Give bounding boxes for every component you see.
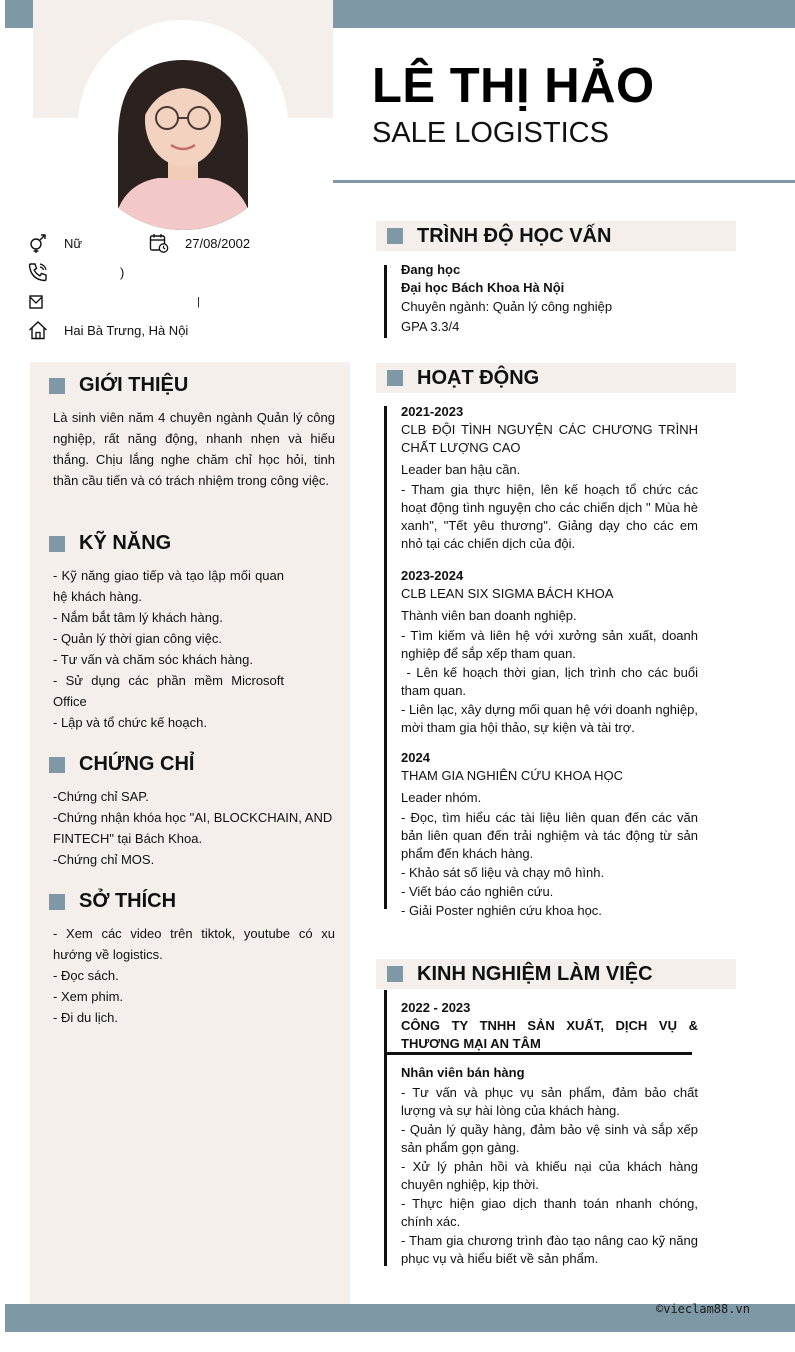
hobbies-title: SỞ THÍCH xyxy=(79,890,177,912)
home-icon xyxy=(28,320,48,340)
profile-photo xyxy=(78,20,288,230)
company-underline xyxy=(384,1052,692,1055)
education-title: TRÌNH ĐỘ HỌC VẤN xyxy=(417,224,612,247)
work-title: KINH NGHIỆM LÀM VIỆC xyxy=(417,962,653,985)
job-title: SALE LOGISTICS xyxy=(372,117,609,149)
education-major: Chuyên ngành: Quản lý công nghiệp xyxy=(401,299,613,314)
activities-timeline xyxy=(384,406,387,909)
section-marker xyxy=(387,966,403,982)
activity-bullet: - Giải Poster nghiên cứu khoa học. xyxy=(401,903,602,918)
candidate-name: LÊ THỊ HẢO xyxy=(372,59,655,113)
skills-heading xyxy=(49,532,171,555)
activity-bullet: - Viết báo cáo nghiên cứu. xyxy=(401,884,554,899)
certs-title: CHỨNG CHỈ xyxy=(79,753,195,775)
address-value: Hai Bà Trưng, Hà Nội xyxy=(64,322,189,338)
phone-icon xyxy=(28,262,48,282)
work-company: CÔNG TY TNHH SẢN XUẤT, DỊCH VỤ & THƯƠNG MẠI AN TÂM xyxy=(401,1018,698,1051)
work-year: 2022 - 2023 xyxy=(401,1000,471,1015)
education-entry xyxy=(401,261,701,337)
section-marker xyxy=(387,228,403,244)
section-marker xyxy=(49,536,65,552)
birthdate-row xyxy=(149,233,250,253)
education-school: Đại học Bách Khoa Hà Nội xyxy=(401,280,565,295)
hobby-item: - Xem các video trên tiktok, youtube có xu hướng về logistics. xyxy=(53,926,335,962)
activity-role: Leader nhóm. xyxy=(401,790,482,805)
activity-bullet: - Khảo sát số liệu và chạy mô hình. xyxy=(401,865,605,880)
email-value: | xyxy=(197,296,200,308)
email-row xyxy=(28,292,200,312)
calendar-icon xyxy=(149,233,169,253)
gender-icon xyxy=(28,233,48,253)
section-marker xyxy=(49,378,65,394)
skill-item: - Kỹ năng giao tiếp và tạo lập mối quan hệ khách hàng. xyxy=(53,568,284,604)
activity-year: 2021-2023 xyxy=(401,404,464,419)
work-bullet: - Tham gia chương trình đào tạo nâng cao kỹ năng phục vụ và hiểu biết về sản phẩm. xyxy=(401,1233,698,1266)
activity-org: CLB LEAN SIX SIGMA BÁCH KHOA xyxy=(401,586,614,601)
gender-value: Nữ xyxy=(64,235,83,251)
address-row xyxy=(28,320,188,340)
activities-heading xyxy=(376,363,736,393)
hobby-item: - Đọc sách. xyxy=(53,968,119,983)
education-timeline xyxy=(384,265,387,338)
work-bullet: - Quản lý quầy hàng, đảm bảo vệ sinh và sắp xếp sản phẩm gọn gàng. xyxy=(401,1122,698,1155)
activity-bullet: - Tìm kiếm và liên hệ với xưởng sản xuất, doanh nghiệp để sắp xếp tham quan. xyxy=(401,628,698,661)
skill-item: - Nắm bắt tâm lý khách hàng. xyxy=(53,610,223,625)
section-marker xyxy=(387,370,403,386)
about-heading xyxy=(49,374,188,397)
activity-org: CLB ĐỘI TÌNH NGUYỆN CÁC CHƯƠNG TRÌNH CHẤT LƯỢNG CAO xyxy=(401,422,698,455)
education-gpa: GPA 3.3/4 xyxy=(401,319,460,334)
cert-item: -Chứng chỉ SAP. xyxy=(53,789,149,804)
phone-row xyxy=(28,262,124,282)
cert-item: -Chứng nhận khóa học "AI, BLOCKCHAIN, AND FINTECH" tại Bách Khoa. xyxy=(53,810,333,846)
certs-heading xyxy=(49,753,194,776)
education-status: Đang học xyxy=(401,262,461,277)
work-bullet: - Tư vấn và phục vụ sản phẩm, đảm bảo chất lượng và sự hài lòng của khách hàng. xyxy=(401,1085,698,1118)
hobby-item: - Xem phim. xyxy=(53,989,124,1004)
section-marker xyxy=(49,894,65,910)
cert-item: -Chứng chỉ MOS. xyxy=(53,852,155,867)
about-text: Là sinh viên năm 4 chuyên ngành Quản lý công nghiệp, rất năng động, nhanh nhẹn và hiếu thắng. Chịu lắng nghe chăm chỉ học hỏi, tinh thần cầu tiến và có trách nhiệm trong công việc. xyxy=(53,410,335,488)
activity-bullet: - Đọc, tìm hiểu các tài liệu liên quan đến các văn bản liên quan đến trải nghiệm và tác động từ sản phẩm đến khách hàng. xyxy=(401,810,698,861)
activity-bullet: - Tham gia thực hiện, lên kế hoạch tổ chức các hoạt động tình nguyện cho các chiến dịch " Mùa hè xanh", "Tết yêu thương". Giảng dạy cho các em nhỏ tại các chiến dịch của đội. xyxy=(401,482,698,551)
footer-watermark: ©vieclam88.vn xyxy=(656,1302,750,1316)
activity-year: 2024 xyxy=(401,750,430,765)
certs-list xyxy=(53,786,335,870)
education-heading xyxy=(376,221,736,251)
activity-role: Thành viên ban doanh nghiệp. xyxy=(401,608,577,623)
activity-bullet: - Lên kế hoạch thời gian, lịch trình cho các buổi tham quan. xyxy=(401,665,702,698)
activity-year: 2023-2024 xyxy=(401,568,464,583)
hobbies-list xyxy=(53,923,335,1028)
email-icon xyxy=(28,292,48,312)
activities-title: HOẠT ĐỘNG xyxy=(417,366,540,389)
skills-list xyxy=(53,565,284,733)
section-marker xyxy=(49,757,65,773)
birthdate-value: 27/08/2002 xyxy=(185,235,251,251)
skill-item: - Lập và tổ chức kế hoạch. xyxy=(53,715,207,730)
skills-title: KỸ NĂNG xyxy=(79,532,172,554)
work-timeline xyxy=(384,990,387,1266)
activity-org: THAM GIA NGHIÊN CỨU KHOA HỌC xyxy=(401,768,624,783)
phone-value: ) xyxy=(120,264,125,280)
skill-item: - Quản lý thời gian công việc. xyxy=(53,631,222,646)
work-heading xyxy=(376,959,736,989)
hobby-item: - Đi du lịch. xyxy=(53,1010,119,1025)
activity-entry xyxy=(401,567,702,737)
activity-entry xyxy=(401,749,698,920)
work-bullet: - Thực hiện giao dịch thanh toán nhanh chóng, chính xác. xyxy=(401,1196,698,1229)
activity-role: Leader ban hậu cần. xyxy=(401,462,521,477)
about-title: GIỚI THIỆU xyxy=(79,374,189,396)
activity-entry xyxy=(401,403,698,553)
skill-item: - Tư vấn và chăm sóc khách hàng. xyxy=(53,652,253,667)
skill-item: - Sử dụng các phần mềm Microsoft Office xyxy=(53,673,284,709)
header-divider xyxy=(333,180,795,183)
hobbies-heading xyxy=(49,890,176,913)
work-role: Nhân viên bán hàng xyxy=(401,1065,525,1080)
work-entry xyxy=(401,999,698,1053)
work-details xyxy=(401,1063,698,1268)
work-bullet: - Xử lý phản hồi và khiếu nại của khách hàng chuyên nghiệp, kịp thời. xyxy=(401,1159,698,1192)
activity-bullet: - Liên lạc, xây dựng mối quan hệ với doanh nghiệp, mời tham gia hội thảo, sự kiện và tài trợ. xyxy=(401,702,698,735)
gender-row xyxy=(28,233,82,253)
